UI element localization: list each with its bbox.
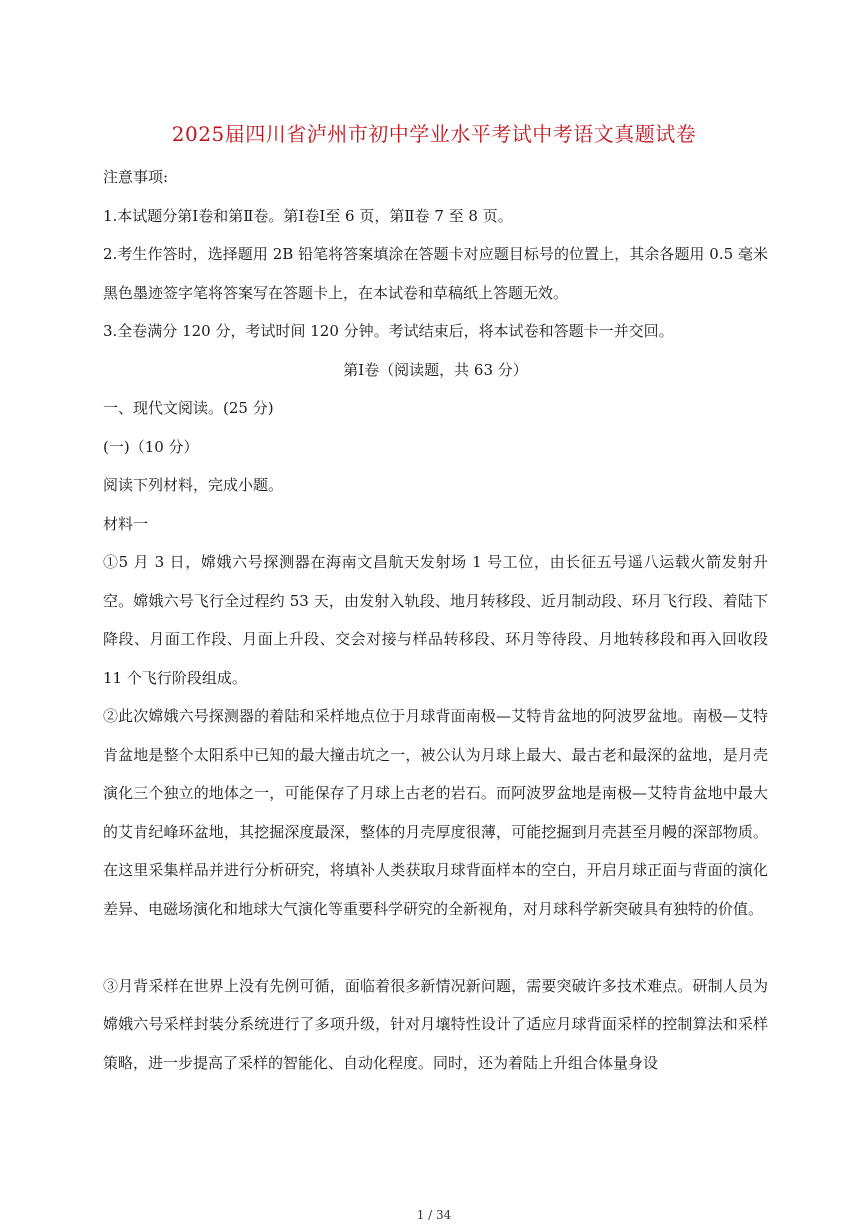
notice-heading: 注意事项:	[103, 168, 169, 186]
sub-heading: (一)（10 分）	[103, 437, 199, 456]
part-heading: 一、现代文阅读。(25 分)	[103, 399, 274, 417]
notice-item: 3.全卷满分 120 分，考试时间 120 分钟。考试结束后，将本试卷和答题卡一并交回。	[103, 322, 674, 340]
page-number: 1 / 34	[416, 1208, 452, 1222]
notice-item: 2.考生作答时，选择题用 2B 铅笔将答案填涂在答题卡对应题目标号的位置上，其余各题用 0.5 毫米黑色墨迹签字笔将答案写在答题卡上，在本试卷和草稿纸上答题无效。	[103, 245, 768, 302]
paragraph: ②此次嫦娥六号探测器的着陆和采样地点位于月球背面南极—艾特肯盆地的阿波罗盆地。南极—艾特肯盆地是整个太阳系中已知的最大撞击坑之一，被公认为月球上最大、最古老和最深的盆地，是月壳演化三个独立的地体之一，可能保存了月球上古老的岩石。而阿波罗盆地是南极—艾特肯盆地中最大的艾肯纪峰环盆地，其挖掘深度最深，整体的月壳厚度很薄，可能挖掘到月壳甚至月幔的深部物质。在这里采集样品并进行分析研究，将填补人类获取月球背面样本的空白，开启月球正面与背面的演化差异、电磁场演化和地球大气演化等重要科学研究的全新视角，对月球科学新突破具有独特的价值。	[103, 707, 768, 918]
document-title: 2025届四川省泸州市初中学业水平考试中考语文真题试卷	[171, 122, 697, 146]
paragraph: ①5 月 3 日，嫦娥六号探测器在海南文昌航天发射场 1 号工位，由长征五号遥八运载火箭发射升空。嫦娥六号飞行全过程约 53 天，由发射入轨段、地月转移段、近月制动段、环月飞行段、着陆下降段、月面工作段、月面上升段、交会对接与样品转移段、环月等待段、月地转移段和再入回收段 11 个飞行阶段组成。	[103, 553, 768, 687]
instruction-text: 阅读下列材料，完成小题。	[103, 476, 284, 494]
notice-item: 1.本试题分第Ⅰ卷和第Ⅱ卷。第Ⅰ卷Ⅰ至 6 页，第Ⅱ卷 7 至 8 页。	[103, 206, 513, 225]
paragraph: ③月背采样在世界上没有先例可循，面临着很多新情况新问题，需要突破许多技术难点。研制人员为嫦娥六号采样封装分系统进行了多项升级，针对月壤特性设计了适应月球背面采样的控制算法和采样策略，进一步提高了采样的智能化、自动化程度。同时，还为着陆上升组合体量身设	[103, 976, 768, 1072]
section-title: 第Ⅰ卷（阅读题，共 63 分）	[343, 360, 528, 379]
document-body	[103, 158, 768, 1082]
material-label: 材料一	[103, 514, 149, 533]
